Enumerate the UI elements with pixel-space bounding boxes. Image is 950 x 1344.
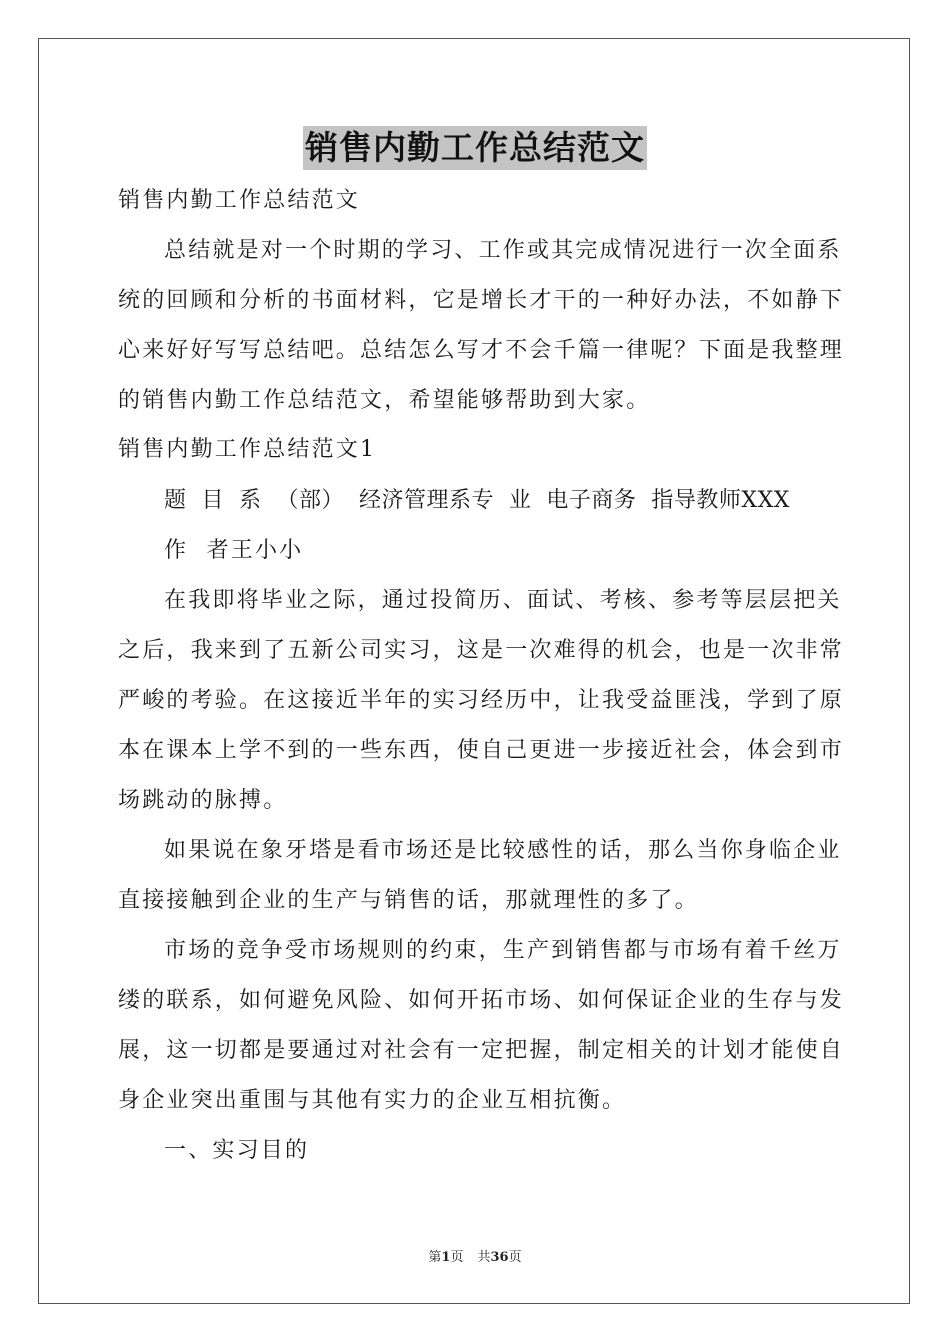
footer-total-suffix: 页 — [508, 1250, 522, 1265]
footer-page-prefix: 第 — [428, 1250, 442, 1265]
document-subtitle: 销售内勤工作总结范文 — [118, 188, 361, 213]
title-container — [0, 126, 950, 170]
page-footer — [0, 1249, 950, 1267]
paragraph-line: 场跳动的脉搏。 — [118, 788, 288, 813]
footer-page-total: 36 — [490, 1250, 509, 1265]
footer-total-prefix: 共 — [477, 1250, 491, 1265]
document-title: 销售内勤工作总结范文 — [303, 126, 647, 170]
paragraph-line: 本在课本上学不到的一些东西，使自己更进一步接近社会，体会到市 — [118, 738, 845, 763]
intro-line: 统的回顾和分析的书面材料，它是增长才干的一种好办法，不如静下 — [118, 288, 845, 313]
paragraph-line: 在我即将毕业之际，通过投简历、面试、考核、参考等层层把关 — [164, 588, 842, 613]
paragraph-line: 展，这一切都是要通过对社会有一定把握，制定相关的计划才能使自 — [118, 1038, 845, 1063]
footer-page-suffix: 页 — [450, 1250, 464, 1265]
paragraph-line: 之后，我来到了五新公司实习，这是一次难得的机会，也是一次非常 — [118, 638, 845, 663]
meta-line: 题 目 系 （部） 经济管理系专 业 电子商务 指导教师XXX — [164, 488, 790, 513]
intro-line: 总结就是对一个时期的学习、工作或其完成情况进行一次全面系 — [164, 238, 842, 263]
intro-line: 的销售内勤工作总结范文，希望能够帮助到大家。 — [118, 388, 651, 413]
intro-line: 心来好好写写总结吧。总结怎么写才不会千篇一律呢？下面是我整理 — [118, 338, 845, 363]
paragraph-line: 直接接触到企业的生产与销售的话，那就理性的多了。 — [118, 888, 699, 913]
section-heading: 销售内勤工作总结范文1 — [118, 437, 377, 462]
author-line: 作 者王小小 — [164, 538, 304, 563]
paragraph-line: 市场的竞争受市场规则的约束，生产到销售都与市场有着千丝万 — [164, 938, 842, 963]
paragraph-line: 身企业突出重围与其他有实力的企业互相抗衡。 — [118, 1088, 627, 1113]
paragraph-line: 严峻的考验。在这接近半年的实习经历中，让我受益匪浅，学到了原 — [118, 688, 845, 713]
paragraph-line: 如果说在象牙塔是看市场还是比较感性的话，那么当你身临企业 — [164, 838, 842, 863]
footer-page-current: 1 — [441, 1250, 451, 1265]
numbered-heading: 一、实习目的 — [164, 1138, 310, 1163]
paragraph-line: 缕的联系，如何避免风险、如何开拓市场、如何保证企业的生存与发 — [118, 988, 845, 1013]
